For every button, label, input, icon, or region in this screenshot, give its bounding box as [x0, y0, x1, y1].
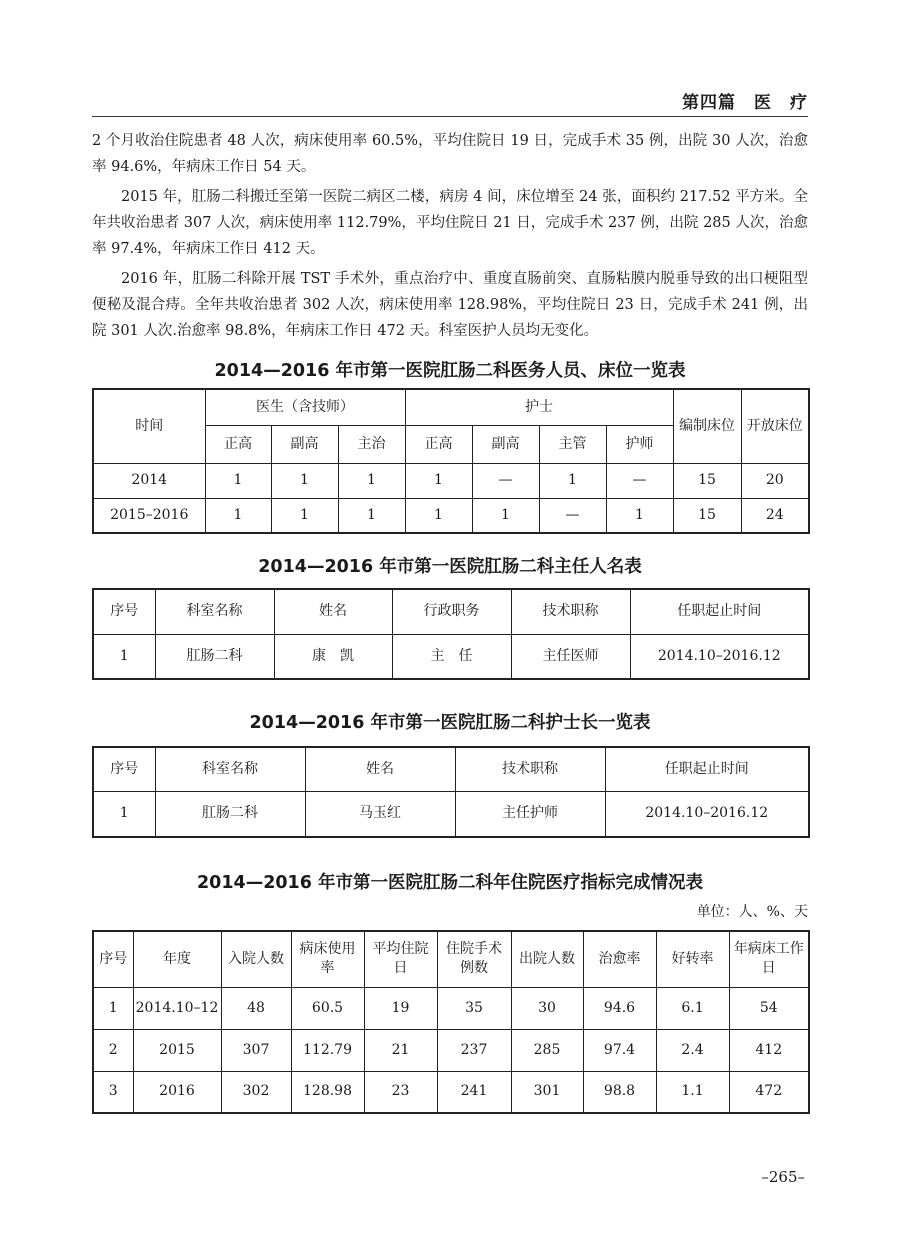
- table-cell: 35: [437, 987, 511, 1029]
- table-cell: 马玉红: [305, 791, 455, 837]
- table-cell: 2.4: [656, 1029, 729, 1071]
- table-cell: 康 凯: [274, 634, 392, 679]
- table-cell: 30: [511, 987, 583, 1029]
- header-bed-workdays: 年病床工作日: [729, 931, 809, 987]
- table-cell: 97.4: [583, 1029, 656, 1071]
- header-doctor-sub: 主治: [338, 425, 405, 463]
- head-nurse-table: [92, 746, 810, 838]
- header-nurse: 护士: [405, 389, 673, 425]
- table-cell: 241: [437, 1071, 511, 1113]
- header-nurse-sub: 正高: [405, 425, 472, 463]
- table-cell: 1: [93, 987, 133, 1029]
- table-cell: 1: [205, 498, 271, 533]
- table-cell: 1: [405, 498, 472, 533]
- table-cell: 2014.10–2016.12: [630, 634, 809, 679]
- header-term: 任职起止时间: [605, 747, 809, 791]
- table-row: [93, 1029, 809, 1071]
- table-cell: 1.1: [656, 1071, 729, 1113]
- table-row: [93, 463, 809, 498]
- table-cell: 主任医师: [511, 634, 630, 679]
- header-index: 序号: [93, 747, 155, 791]
- header-nurse-sub: 主管: [539, 425, 606, 463]
- table-cell: 1: [338, 463, 405, 498]
- header-improve-rate: 好转率: [656, 931, 729, 987]
- header-title: 技术职称: [511, 589, 630, 634]
- table-cell: 15: [673, 463, 741, 498]
- table-cell: 1: [405, 463, 472, 498]
- table-cell: 237: [437, 1029, 511, 1071]
- header-avg-stay: 平均住院日: [364, 931, 437, 987]
- table-cell: —: [539, 498, 606, 533]
- table-cell: 128.98: [291, 1071, 364, 1113]
- table-cell: 98.8: [583, 1071, 656, 1113]
- table-cell: 主 任: [392, 634, 511, 679]
- table-row: [93, 634, 809, 679]
- table-row: [93, 987, 809, 1029]
- table-cell: 1: [539, 463, 606, 498]
- paragraph-1: 2 个月收治住院患者 48 人次，病床使用率 60.5%，平均住院日 19 日，完成手术 35 例，出院 30 人次，治愈率 94.6%，年病床工作日 54 天。: [92, 133, 808, 175]
- table-cell: 60.5: [291, 987, 364, 1029]
- table-row: [93, 791, 809, 837]
- header-open-beds: 开放床位: [741, 389, 809, 463]
- table-cell: 1: [338, 498, 405, 533]
- header-title: 技术职称: [455, 747, 605, 791]
- table-row: [93, 1071, 809, 1113]
- table-cell: 112.79: [291, 1029, 364, 1071]
- table-cell: 1: [271, 498, 338, 533]
- table-cell: 肛肠二科: [155, 791, 305, 837]
- inpatient-indicators-table: [92, 930, 810, 1114]
- table3-title: 2014—2016 年市第一医院肛肠二科护士长一览表: [249, 713, 651, 733]
- table-cell: —: [472, 463, 539, 498]
- header-surgeries: 住院手术例数: [437, 931, 511, 987]
- header-index: 序号: [93, 931, 133, 987]
- table-cell: 1: [205, 463, 271, 498]
- table-cell: 3: [93, 1071, 133, 1113]
- table-cell: 肛肠二科: [155, 634, 274, 679]
- page-content: [92, 128, 808, 1114]
- table-cell: 48: [221, 987, 291, 1029]
- header-admissions: 入院人数: [221, 931, 291, 987]
- table-cell: 1: [271, 463, 338, 498]
- director-table: [92, 588, 810, 680]
- table1-title: 2014—2016 年市第一医院肛肠二科医务人员、床位一览表: [214, 361, 686, 381]
- header-doctor: 医生（含技师）: [205, 389, 405, 425]
- header-planned-beds: 编制床位: [673, 389, 741, 463]
- table-cell: 301: [511, 1071, 583, 1113]
- table-cell: 2014: [93, 463, 205, 498]
- table-cell: 1: [606, 498, 673, 533]
- table-cell: 2014.10–12: [133, 987, 221, 1029]
- table-cell: 15: [673, 498, 741, 533]
- table-cell: 1: [93, 791, 155, 837]
- table-cell: 6.1: [656, 987, 729, 1029]
- table-row: [93, 498, 809, 533]
- header-dept: 科室名称: [155, 747, 305, 791]
- header-year: 年度: [133, 931, 221, 987]
- table-cell: 21: [364, 1029, 437, 1071]
- table-cell: 2: [93, 1029, 133, 1071]
- header-doctor-sub: 副高: [271, 425, 338, 463]
- header-cure-rate: 治愈率: [583, 931, 656, 987]
- table-cell: 94.6: [583, 987, 656, 1029]
- page-number: –265–: [761, 1168, 805, 1186]
- table4-title: 2014—2016 年市第一医院肛肠二科年住院医疗指标完成情况表: [196, 873, 703, 893]
- running-header: [92, 86, 808, 117]
- header-position: 行政职务: [392, 589, 511, 634]
- table-cell: 19: [364, 987, 437, 1029]
- table-cell: 302: [221, 1071, 291, 1113]
- header-name: 姓名: [274, 589, 392, 634]
- table-cell: 285: [511, 1029, 583, 1071]
- header-term: 任职起止时间: [630, 589, 809, 634]
- table-cell: 54: [729, 987, 809, 1029]
- table-cell: 2016: [133, 1071, 221, 1113]
- table-cell: 472: [729, 1071, 809, 1113]
- header-nurse-sub: 护师: [606, 425, 673, 463]
- table-cell: 2015: [133, 1029, 221, 1071]
- paragraph-2: 2015 年，肛肠二科搬迁至第一医院二病区二楼，病房 4 间，床位增至 24 张，面积约 217.52 平方米。全年共收治患者 307 人次，病床使用率 112.79%，平均住院日 21 日，完成手术 237 例，出院 285 人次，治愈率 97.4%，年病床工作日 412 天。: [92, 189, 808, 257]
- table-cell: 20: [741, 463, 809, 498]
- paragraph-3: 2016 年，肛肠二科除开展 TST 手术外，重点治疗中、重度直肠前突、直肠粘膜内脱垂导致的出口梗阻型便秘及混合痔。全年共收治患者 302 人次，病床使用率 128.98%，平均住院日 23 日，完成手术 241 例，出院 301 人次.治愈率 98.8%，年病床工作日 472 天。科室医护人员均无变化。: [92, 271, 808, 339]
- table2-title: 2014—2016 年市第一医院肛肠二科主任人名表: [258, 557, 642, 577]
- section-title: 第四篇 医 疗: [682, 93, 808, 113]
- table-cell: 23: [364, 1071, 437, 1113]
- table-cell: 24: [741, 498, 809, 533]
- header-index: 序号: [93, 589, 155, 634]
- staff-beds-table: [92, 388, 810, 534]
- table-cell: 1: [93, 634, 155, 679]
- table-cell: —: [606, 463, 673, 498]
- header-discharges: 出院人数: [511, 931, 583, 987]
- header-doctor-sub: 正高: [205, 425, 271, 463]
- table-cell: 307: [221, 1029, 291, 1071]
- header-nurse-sub: 副高: [472, 425, 539, 463]
- header-bed-usage: 病床使用率: [291, 931, 364, 987]
- table-cell: 2014.10–2016.12: [605, 791, 809, 837]
- header-time: 时间: [93, 389, 205, 463]
- table-cell: 412: [729, 1029, 809, 1071]
- table-cell: 2015–2016: [93, 498, 205, 533]
- table-cell: 1: [472, 498, 539, 533]
- header-name: 姓名: [305, 747, 455, 791]
- unit-note: 单位：人、%、天: [696, 904, 808, 920]
- header-dept: 科室名称: [155, 589, 274, 634]
- table-cell: 主任护师: [455, 791, 605, 837]
